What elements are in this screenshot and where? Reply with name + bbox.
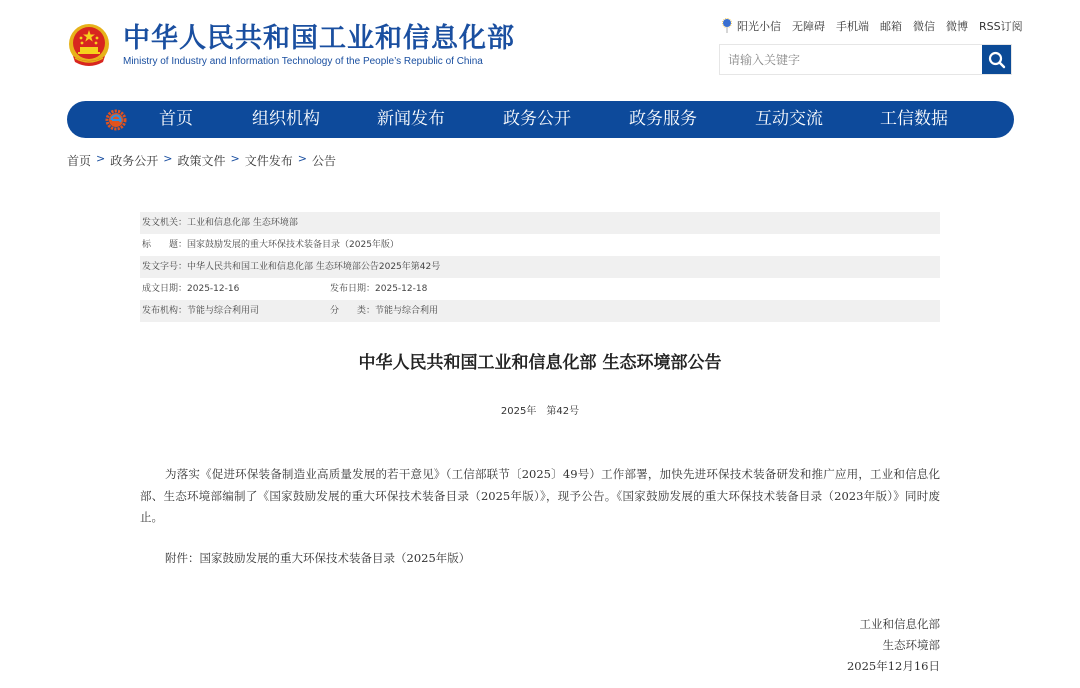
chevron-right-icon: >	[163, 152, 173, 165]
breadcrumb-announcement[interactable]: 公告	[311, 154, 336, 168]
meta-value: 中华人民共和国工业和信息化部 生态环境部公告2025年第42号	[187, 262, 441, 272]
meta-value: 国家鼓励发展的重大环保技术装备目录（2025年版）	[187, 240, 399, 250]
meta-label: 发文机关：	[142, 218, 188, 228]
breadcrumb	[67, 152, 336, 169]
national-emblem-icon	[67, 22, 111, 70]
meta-value: 工业和信息化部 生态环境部	[187, 218, 298, 228]
meta-row-issuer	[140, 212, 940, 234]
top-links	[722, 18, 1023, 34]
link-email[interactable]: 邮箱	[880, 20, 902, 33]
signature-block	[847, 614, 940, 677]
sunshine-service-icon	[722, 18, 732, 34]
meta-value: 节能与综合利用	[375, 306, 439, 316]
site-header	[0, 0, 1080, 95]
meta-label: 标 题：	[142, 240, 188, 250]
link-sunshine-xiaoxin[interactable]: 阳光小信	[737, 20, 781, 33]
document-meta-table	[140, 212, 940, 322]
meta-label: 发文字号：	[142, 262, 188, 272]
nav-government-affairs[interactable]: 政务公开	[503, 109, 571, 129]
meta-row-dates	[140, 278, 940, 300]
search-box	[719, 44, 1012, 75]
gear-e-logo-icon	[105, 109, 127, 131]
link-weibo[interactable]: 微博	[946, 20, 968, 33]
meta-value: 2025-12-16	[187, 284, 240, 294]
meta-label: 发布机构：	[142, 306, 188, 316]
attachment-link[interactable]: 附件：国家鼓励发展的重大环保技术装备目录（2025年版）	[165, 551, 471, 565]
ministry-name-cn: 中华人民共和国工业和信息化部	[123, 22, 515, 54]
site-logo[interactable]	[67, 22, 515, 70]
doc-number: 第42号	[546, 406, 580, 417]
link-rss[interactable]: RSS订阅	[979, 20, 1023, 33]
meta-row-doc-number	[140, 256, 940, 278]
article-body	[140, 464, 940, 529]
breadcrumb-policy-documents[interactable]: 政策文件	[177, 154, 226, 168]
chevron-right-icon: >	[230, 152, 240, 165]
signature-miit: 工业和信息化部	[859, 617, 940, 631]
link-accessibility[interactable]: 无障碍	[792, 20, 825, 33]
breadcrumb-document-release[interactable]: 文件发布	[244, 154, 293, 168]
meta-value: 2025-12-18	[375, 284, 428, 294]
chevron-right-icon: >	[96, 152, 106, 165]
nav-services[interactable]: 政务服务	[629, 109, 697, 129]
nav-news[interactable]: 新闻发布	[377, 109, 445, 129]
search-button[interactable]	[982, 45, 1011, 74]
nav-interaction[interactable]: 互动交流	[755, 109, 823, 129]
search-icon	[988, 51, 1006, 69]
ministry-name-en: Ministry of Industry and Information Technology of the People’s Republic of China	[123, 55, 483, 67]
chevron-right-icon: >	[297, 152, 307, 165]
breadcrumb-home[interactable]: 首页	[67, 154, 92, 168]
meta-label: 成文日期：	[142, 284, 188, 294]
link-mobile[interactable]: 手机端	[836, 20, 869, 33]
article-title: 中华人民共和国工业和信息化部 生态环境部公告	[358, 353, 722, 373]
document-number	[0, 402, 1080, 417]
meta-row-agency	[140, 300, 940, 322]
nav-data[interactable]: 工信数据	[880, 109, 948, 129]
search-input[interactable]	[720, 45, 982, 74]
signature-date: 2025年12月16日	[846, 659, 940, 673]
signature-mee: 生态环境部	[882, 638, 940, 652]
nav-organization[interactable]: 组织机构	[252, 109, 320, 129]
body-paragraph: 为落实《促进环保装备制造业高质量发展的若干意见》（工信部联节〔2025〕49号）工作部署，加快先进环保技术装备研发和推广应用，工业和信息化部、生态环境部编制了《国家鼓励发展的重大环保技术装备目录（2025年版）》，现予公告。《国家鼓励发展的重大环保技术装备目录（2023年版）》同时废止。	[140, 467, 940, 524]
meta-label: 分 类：	[330, 306, 376, 316]
breadcrumb-government-affairs[interactable]: 政务公开	[110, 154, 159, 168]
meta-row-title	[140, 234, 940, 256]
link-wechat[interactable]: 微信	[913, 20, 935, 33]
main-nav	[67, 101, 1014, 138]
nav-home[interactable]: 首页	[159, 109, 193, 129]
meta-label: 发布日期：	[330, 284, 376, 294]
doc-year: 2025年	[500, 406, 537, 417]
meta-value: 节能与综合利用司	[187, 306, 260, 316]
